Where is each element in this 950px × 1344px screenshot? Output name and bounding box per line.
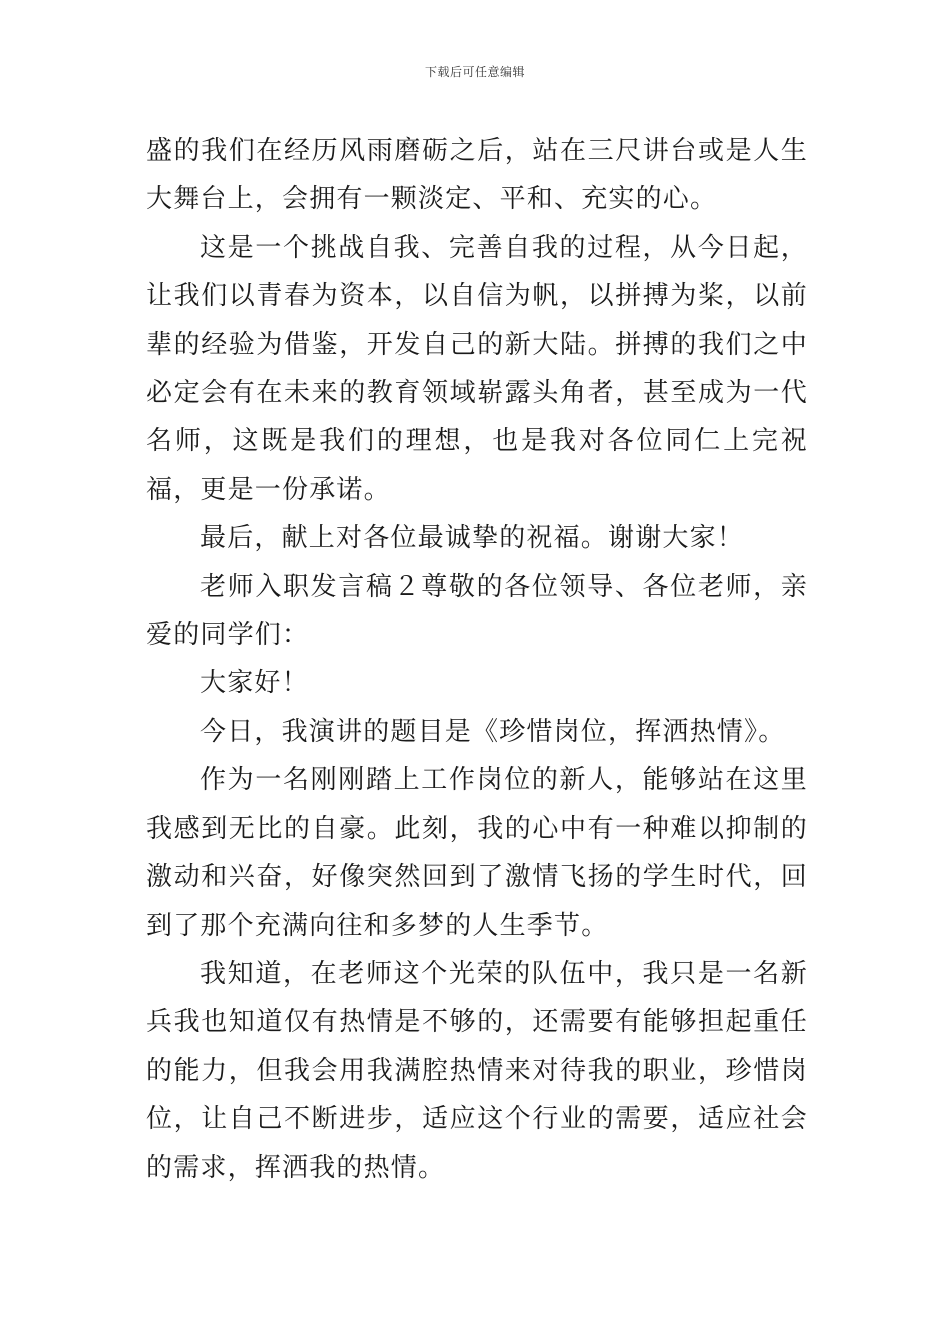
page-header-note: 下载后可任意编辑 — [424, 65, 525, 79]
paragraph-6: 今日，我演讲的题目是《珍惜岗位，挥洒热情》。 — [200, 716, 786, 747]
paragraph-2: 这是一个挑战自我、完善自我的过程，从今日起，让我们以青春为资本，以自信为帆，以拼搏为桨，以前辈的经验为借鉴，开发自己的新大陆。拼搏的我们之中必定会有在未来的教育领域崭露头角者，甚至成为一代名师，这既是我们的理想，也是我对各位同仁上完祝福，更是一份承诺。 — [146, 232, 808, 505]
paragraph-8: 我知道，在老师这个光荣的队伍中，我只是一名新兵我也知道仅有热情是不够的，还需要有能够担起重任的能力，但我会用我满腔热情来对待我的职业，珍惜岗位，让自己不断进步，适应这个行业的需要，适应社会的需求，挥洒我的热情。 — [146, 958, 808, 1183]
paragraph-3: 最后，献上对各位最诚挚的祝福。谢谢大家！ — [200, 523, 745, 554]
document-body — [146, 127, 808, 1192]
paragraph-5: 大家好！ — [200, 668, 309, 699]
paragraph-1: 盛的我们在经历风雨磨砺之后，站在三尺讲台或是人生大舞台上，会拥有一颗淡定、平和、充实的心。 — [146, 136, 808, 215]
paragraph-7: 作为一名刚刚踏上工作岗位的新人，能够站在这里我感到无比的自豪。此刻，我的心中有一种难以抑制的激动和兴奋，好像突然回到了激情飞扬的学生时代，回到了那个充满向往和多梦的人生季节。 — [146, 765, 808, 941]
paragraph-4: 老师入职发言稿２尊敬的各位领导、各位老师，亲爱的同学们： — [146, 571, 808, 651]
